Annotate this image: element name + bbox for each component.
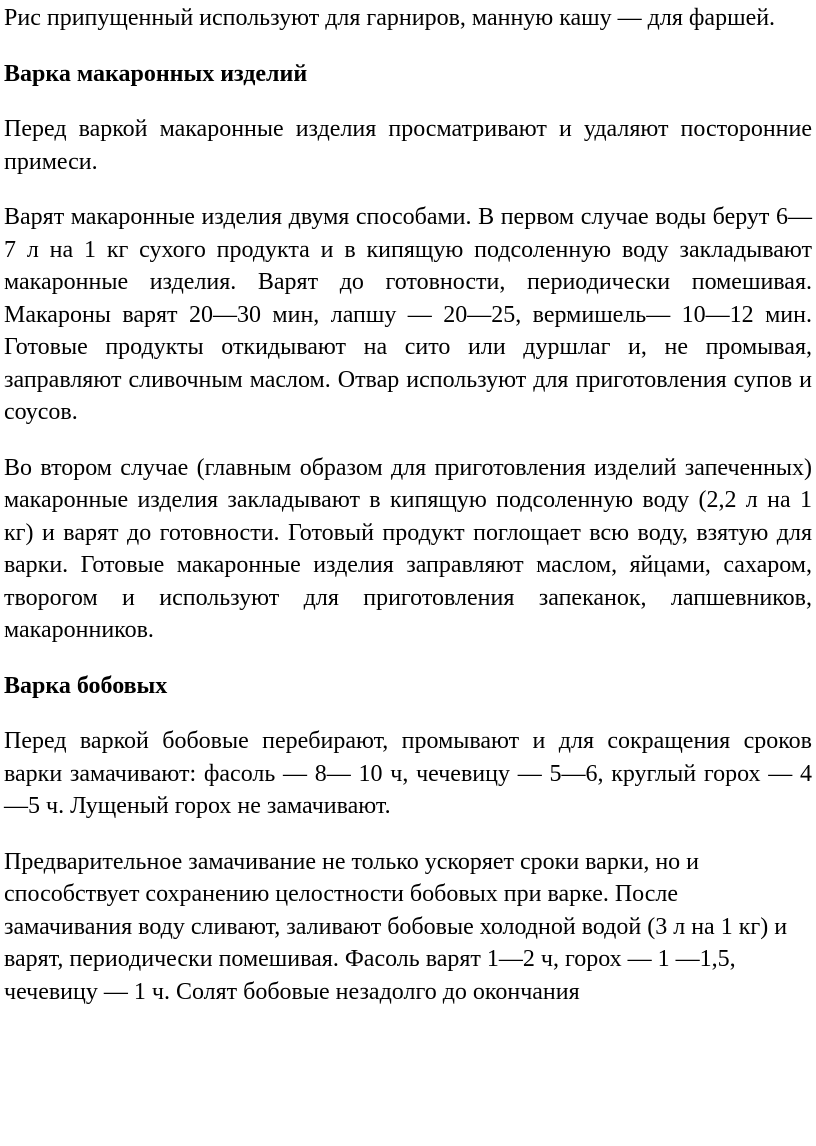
paragraph-pasta-method-two: Во втором случае (главным образом для приготовления изделий запеченных) макаронные изделия закладывают в кипящую подсоленную воду (2,2 л на 1 кг) и варят до готовности. Готовый продукт поглощает всю воду, взятую для варки. Готовые макаронные изделия заправляют маслом, яйцами, сахаром, творогом и используют для приготовления запеканок, лапшевников, макаронников.: [4, 454, 812, 643]
paragraph-pasta-method-one: Варят макаронные изделия двумя способами. В первом случае воды берут 6—7 л на 1 кг сухого продукта и в кипящую подсоленную воду закладывают макаронные изделия. Варят до готовности, периодически помешивая. Макароны варят 20—30 мин, лапшу — 20—25, вермишель— 10—12 мин. Готовые продукты откидывают на сито или дуршлаг и, не промывая, заправляют сливочным маслом. Отвар используют для приготовления супов и соусов.: [4, 204, 812, 425]
paragraph-rice-usage: Рис припущенный используют для гарниров, манную кашу — для фаршей.: [4, 5, 776, 31]
heading-pasta-cooking: Варка макаронных изделий: [4, 60, 308, 87]
paragraph-pasta-preparation: Перед варкой макаронные изделия просматривают и удаляют посторонние примеси.: [4, 116, 812, 175]
paragraph-legumes-boiling: Предварительное замачивание не только ускоряет сроки варки, но и способствует сохранению целостности бобовых при варке. После замачивания воду сливают, заливают бобовые холодной водой (3 л на 1 кг) и варят, периодически помешивая. Фасоль варят 1—2 ч, горох — 1 —1,5, чечевицу — 1 ч. Солят бобовые незадолго до окончания: [4, 848, 788, 1005]
heading-legumes-cooking: Варка бобовых: [4, 672, 168, 699]
paragraph-legumes-soaking: Перед варкой бобовые перебирают, промывают и для сокращения сроков варки замачивают: фасоль — 8— 10 ч, чечевицу — 5—6, круглый горох — 4—5 ч. Лущеный горох не замачивают.: [4, 728, 812, 819]
